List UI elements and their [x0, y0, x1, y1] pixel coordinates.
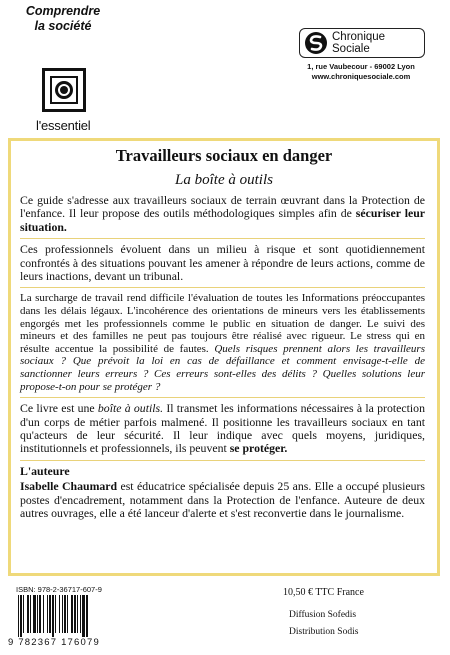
publisher-name: Chronique Sociale [332, 31, 386, 55]
paragraph-1: Ce guide s'adresse aux travailleurs sociaux de terrain œuvrant dans la Protection de l'enfance. Il leur propose des outils méthodologiques simples afin de sécuriser leur situation. [20, 193, 426, 234]
paragraph-3: La surcharge de travail rend difficile l'évaluation de toutes les Informations préoccupantes dans les délais légaux. L'incohérence des orientations de mineurs vers les établissements engorgés met les professionnels comme le public en situation de danger. Le suivi des mineurs et des familles ne peut pas toujours être réalisé avec rigueur. Le stress qui en résulte accentue la possibilité de fautes. Quels risques prennent alors les travailleurs sociaux ? Que prévoit la loi en cas de défaillance et comment envisage-t-elle de sanctionner leurs erreurs ? Ces erreurs sont-elles des délits ? Quelles solutions leur propose-t-on pour se protéger ? [20, 292, 425, 393]
chronique-sociale-logo-icon [304, 31, 328, 55]
series-header [8, 4, 118, 34]
collection-name: l'essentiel [36, 118, 91, 133]
publisher-logo [299, 28, 425, 58]
publisher-address: 1, rue Vaubecour - 69002 Lyon www.chroniquesociale.com [286, 62, 436, 82]
barcode-number: 9 782367 176079 [8, 637, 100, 648]
book-title: Travailleurs sociaux en danger [115, 146, 333, 165]
divider [20, 397, 425, 398]
diffusion: Diffusion Sofedis [289, 610, 357, 620]
author-bio: Isabelle Chaumard est éducatrice spécialisée depuis 25 ans. Elle a occupé plusieurs postes d'encadrement, notamment dans la Protection de l'enfance. Auteure de deux autres ouvrages, elle a été lanceur d'alerte et s'est reconvertie dans le journalisme. [20, 479, 425, 521]
distribution: Distribution Sodis [289, 627, 359, 637]
isbn: ISBN: 978-2-36717-607-9 [16, 585, 102, 594]
price: 10,50 € TTC France [283, 587, 364, 598]
paragraph-2: Ces professionnels évoluent dans un milieu à risque et sont quotidiennement confrontés à des situations pouvant les amener à répondre de leurs actions, comme de leurs inactions, devant un tribunal. [20, 242, 425, 284]
series-line-1: Comprendre [25, 4, 101, 18]
publisher-website[interactable]: www.chroniquesociale.com [311, 72, 411, 81]
book-subtitle: La boîte à outils [175, 172, 273, 188]
blurb [20, 194, 425, 524]
barcode [16, 595, 126, 637]
divider [20, 238, 425, 239]
divider [20, 287, 425, 288]
divider [20, 460, 425, 461]
distribution-info [289, 607, 358, 641]
series-line-2: la société [34, 19, 92, 33]
author-heading: L'auteure [20, 463, 70, 478]
paragraph-4: Ce livre est une boîte à outils. Il transmet les informations nécessaires à la protection d'un corps de métier parfois malmené. Il positionne les travailleurs sociaux en tant qu'acteurs de leur sécurité. Il leur indique avec quels moyens, juridiques, institutionnels et professionnels, ils peuvent se protéger. [20, 401, 425, 456]
collection-square-logo-icon [42, 68, 86, 112]
